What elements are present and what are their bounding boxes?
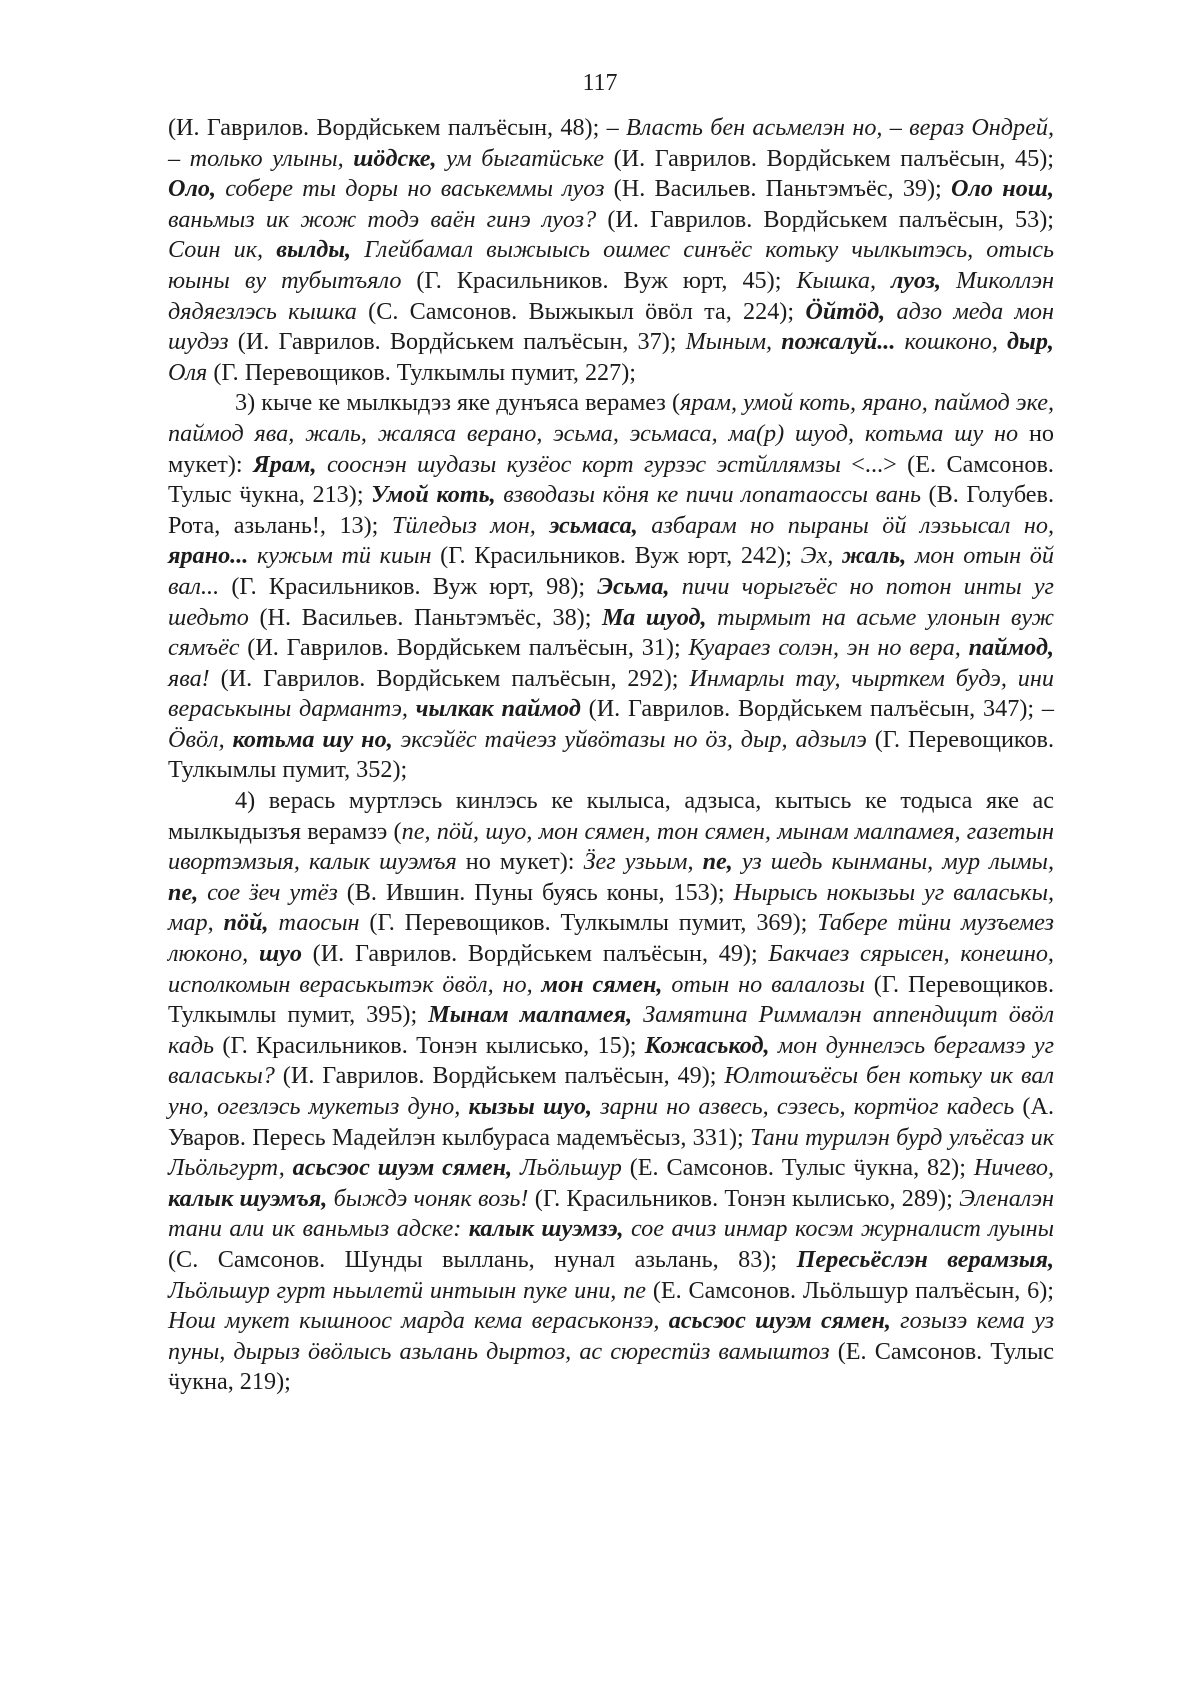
emphasized-word: асьсэос шуэм сямен,: [668, 1307, 891, 1335]
example-text: пичи чорыгъёс но потон инты уг шедьто: [168, 572, 1054, 631]
example-text: Нырысь нокызьы уг валаськы, мар,: [168, 878, 1054, 937]
example-text: отын но валалозы: [662, 970, 865, 998]
example-text: мон отын ӧй вал...: [168, 542, 1054, 600]
example-text: таосын: [268, 909, 360, 937]
emphasized-word: пе,: [168, 878, 199, 906]
emphasized-word: Пересьёслэн верамзыя,: [796, 1245, 1054, 1273]
emphasized-word: мон сямен,: [541, 970, 663, 998]
emphasized-word: пӧй,: [223, 909, 269, 937]
example-text: Тӥледыз мон,: [391, 511, 550, 539]
paragraph-3-evaluation: [168, 388, 1054, 786]
citation-text: (Е. Самсонов. Льӧльшур палъёсын, 6);: [646, 1276, 1054, 1304]
citation-text: (И. Гаврилов. Вордйськем палъёсын, 45);: [604, 144, 1054, 172]
emphasized-word: луоз,: [891, 266, 942, 294]
example-text: Юлтошъёсы бен котьку ик вал уно, огезлэсь мукетыз дуно,: [168, 1062, 1054, 1120]
citation-text: (А. Уваров. Пересь Мадейлэн кылбураса мадемъёсыз, 331);: [168, 1093, 1054, 1151]
example-text: зарни но азвесь, сэзесь, кортӵог кадесь: [592, 1093, 1015, 1120]
example-text: Соин ик,: [168, 236, 277, 264]
citation-text: (Е. Самсонов. Тулыс ӵукна, 219);: [168, 1337, 1054, 1396]
paragraph-4-reported-speech: [168, 786, 1054, 1398]
citation-text: (Г. Перевощиков. Тулкымлы пумит, 352);: [168, 725, 1054, 784]
example-text: Миколлэн дядяезлэсь кышка: [168, 266, 1054, 325]
citation-text: (И. Гаврилов. Вордйськем палъёсын, 31);: [239, 634, 689, 662]
citation-text: 4) верась муртлэсь кинлэсь ке кылыса, адзыса, кытысь ке тодыса яке ас мылкыдызъя верамзэ (: [168, 787, 1054, 845]
example-text: гозызэ кема уз пуны, дырыз ӧвӧлысь азьлань дыртоз, ас сюрестӥз вамыштоз: [168, 1307, 1054, 1365]
citation-text: 3) кыче ке мылкыдэз яке дунъяса верамез (: [235, 389, 681, 417]
emphasized-word: дыр,: [1007, 328, 1054, 356]
example-text: Мыным,: [685, 328, 782, 356]
example-text: кужым тӥ киын: [248, 542, 432, 570]
emphasized-word: эсьмаса,: [549, 511, 638, 539]
citation-text: (Г. Красильников. Вуж юрт, 242);: [431, 542, 801, 570]
example-text: Кышка,: [796, 266, 891, 294]
example-text: Оля: [168, 358, 208, 386]
example-text: Эх,: [800, 542, 842, 570]
emphasized-word: Ма шуод,: [602, 603, 707, 631]
example-text: тырмыт на асьме улонын вуж сямъёс: [168, 603, 1055, 662]
emphasized-word: пожалуй...: [781, 328, 896, 356]
emphasized-word: Эсьма,: [597, 572, 670, 600]
example-text: адзо меда мон шудэз: [168, 297, 1055, 356]
example-text: Льӧльшур: [512, 1154, 622, 1182]
example-text: Глейбамал выжыысь ошмес синъёс котьку чылкытэсь, отысь юыны ву тубытъяло: [168, 236, 1054, 294]
citation-text: но мукет):: [456, 848, 584, 876]
example-text: мон дуннелэсь бергамзэ уг валаськы?: [168, 1031, 1054, 1090]
emphasized-word: Оло нош,: [951, 175, 1054, 203]
paragraph-citations: [168, 113, 1054, 388]
example-text: Власть бен асьмелэн но, – вераз Ондрей, – только улыны,: [168, 114, 1054, 172]
example-text: Бакчаез сярысен, конешно, исполкомын вераськытэк ӧвӧл, но,: [168, 940, 1054, 998]
example-text: Табере тӥни музъемез люконо,: [168, 909, 1054, 968]
citation-text: но мукет):: [168, 419, 1054, 478]
citation-text: (Н. Васильев. Паньтэмъёс, 38);: [248, 603, 603, 631]
citation-text: (В. Голубев. Рота, азьлань!, 13);: [168, 481, 1055, 539]
example-text: взводазы кӧня ке пичи лопатаоссы вань: [495, 481, 922, 509]
emphasized-word: ярано...: [168, 542, 249, 570]
example-text: Льӧльшур гурт ньылетӥ интыын пуке ини, пе: [168, 1276, 647, 1304]
citation-text: (С. Самсонов. Шунды выллань, нунал азьлань, 83);: [168, 1245, 797, 1273]
citation-text: (Н. Васильев. Паньтэмъёс, 39);: [604, 175, 952, 203]
emphasized-word: жаль,: [841, 542, 907, 570]
example-text: Куараез солэн, эн но вера,: [688, 634, 969, 662]
citation-text: (И. Гаврилов. Вордйськем палъёсын, 292);: [209, 664, 690, 692]
example-text: быждэ чоняк возь!: [327, 1184, 529, 1212]
emphasized-word: Ӧйтӧд,: [805, 297, 886, 325]
page-number: 117: [582, 70, 618, 96]
example-text: Ничево,: [973, 1154, 1054, 1182]
citation-text: (Г. Красильников. Вуж юрт, 98);: [219, 572, 598, 600]
citation-text: (В. Ившин. Пуны буясь коны, 153);: [337, 878, 734, 906]
example-text: сооснэн шудазы кузёос корт гурзэс эстйллямзы: [316, 450, 841, 478]
example-text: пе, пӧй, шуо, мон сямен, тон сямен, мынам малпамея, газетын ивортэмзыя, калык шуэмъя: [168, 817, 1054, 876]
emphasized-word: Кожаськод,: [644, 1031, 770, 1059]
citation-text: <...> (Е. Самсонов. Тулыс ӵукна, 213);: [168, 450, 1054, 509]
citation-text: (И. Гаврилов. Вордйськем палъёсын, 49);: [301, 940, 769, 968]
example-text: сое ӟеч утёз: [198, 878, 338, 906]
body-text: [168, 113, 1054, 1398]
emphasized-word: шуо: [258, 940, 302, 968]
citation-text: (Г. Перевощиков. Тулкымлы пумит, 369);: [359, 909, 818, 937]
example-text: собере ты доры но васькеммы луоз: [216, 175, 605, 203]
emphasized-word: паймод,: [968, 634, 1054, 662]
emphasized-word: котьма шу но,: [232, 725, 393, 753]
example-text: Тани турилэн бурд улъёсаз ик Льӧльгурт,: [168, 1123, 1055, 1182]
emphasized-word: Оло,: [168, 175, 217, 203]
emphasized-word: калык шуэмзэ,: [468, 1215, 624, 1243]
citation-text: (Е. Самсонов. Тулыс ӵукна, 82);: [621, 1154, 974, 1182]
example-text: азбарам но пыраны ӧй лэзьысал но,: [637, 511, 1055, 539]
example-text: сое ачиз инмар косэм журналист луыны: [623, 1215, 1054, 1243]
citation-text: (Г. Красильников. Вуж юрт, 45);: [401, 266, 797, 294]
citation-text: (И. Гаврилов. Вордйськем палъёсын, 49);: [274, 1062, 725, 1090]
emphasized-word: Мынам малпамея,: [428, 1001, 633, 1029]
citation-text: (Г. Красильников. Тонэн кылисько, 15);: [214, 1031, 645, 1059]
emphasized-word: пе,: [702, 848, 733, 876]
emphasized-word: кызьы шуо,: [468, 1093, 592, 1120]
citation-text: (И. Гаврилов. Вордйськем палъёсын, 37);: [228, 328, 686, 356]
emphasized-word: Ярам,: [253, 450, 317, 478]
example-text: Эленалэн тани али ик ваньмыз адске:: [168, 1184, 1055, 1243]
citation-text: (Г. Красильников. Тонэн кылисько, 289);: [528, 1184, 960, 1212]
emphasized-word: асьсэос шуэм сямен,: [292, 1154, 513, 1182]
example-text: эксэйёс таӵеэз уйвӧтазы но ӧз, дыр, адзылэ: [392, 725, 867, 753]
example-text: Инмарлы тау, чырткем будэ, ини вераськыны дармантэ,: [168, 664, 1054, 723]
example-text: ваньмыз ик жож тодэ ваён гинэ луоз?: [168, 205, 597, 233]
example-text: Ӟег узьым,: [583, 848, 703, 876]
citation-text: (И. Гаврилов. Вордйськем палъёсын, 53);: [596, 205, 1054, 233]
citation-text: (И. Гаврилов. Вордйськем палъёсын, 347); –: [580, 695, 1054, 723]
citation-text: (Г. Перевощиков. Тулкымлы пумит, 227);: [207, 358, 637, 386]
citation-text: (И. Гаврилов. Вордйськем палъёсын, 48); –: [168, 114, 627, 141]
emphasized-word: калык шуэмъя,: [168, 1184, 328, 1212]
example-text: ум быгатӥське: [436, 144, 605, 172]
citation-text: (Г. Перевощиков. Тулкымлы пумит, 395);: [168, 970, 1054, 1029]
emphasized-word: вылды,: [276, 236, 352, 264]
example-text: кошконо,: [895, 328, 1008, 356]
emphasized-word: шӧдске,: [353, 144, 437, 172]
example-text: Ӧвӧл,: [168, 725, 233, 753]
example-text: ява!: [168, 664, 210, 692]
example-text: Замятина Риммалэн аппендицит ӧвӧл кадь: [168, 1001, 1055, 1059]
emphasized-word: Умой коть,: [371, 481, 496, 509]
emphasized-word: чылкак паймод: [415, 695, 581, 723]
example-text: уз шедь кынманы, мур лымы,: [732, 848, 1054, 876]
example-text: Нош мукет кышноос марда кема вераськонзэ,: [168, 1307, 669, 1335]
example-text: ярам, умой коть, ярано, паймод эке, паймод ява, жаль, жаляса верано, эсьма, эсьмаса, ма(р) шуод, котьма шу но: [168, 389, 1055, 447]
citation-text: (С. Самсонов. Выжыкыл ӧвӧл та, 224);: [356, 297, 806, 325]
